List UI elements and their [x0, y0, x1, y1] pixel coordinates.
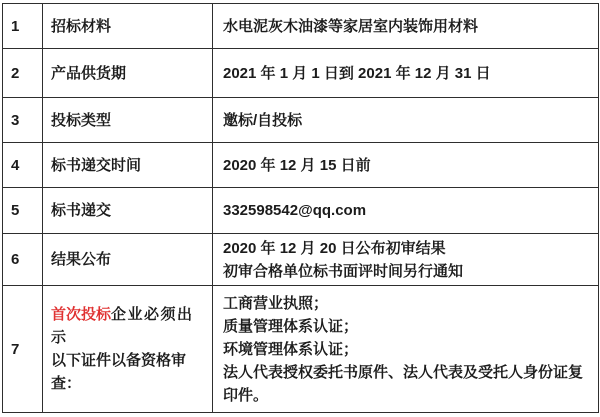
- bid-email-text: 332598542@qq.com: [223, 202, 367, 219]
- row-number: 7: [3, 286, 43, 413]
- row-value: [213, 188, 599, 234]
- row-value: [213, 143, 599, 188]
- row-value: [213, 234, 599, 286]
- row-number: 6: [3, 234, 43, 286]
- row-label: 产品供货期: [43, 49, 213, 98]
- value-line: 初审合格单位标书面评时间另行通知: [223, 262, 464, 280]
- table-row: [3, 143, 599, 188]
- row-value: [213, 286, 599, 413]
- row-label: 标书递交时间: [43, 143, 213, 188]
- table-row: [3, 4, 599, 49]
- row-value: [213, 49, 599, 98]
- value-line: 2020 年 12 月 15 日前: [223, 156, 371, 174]
- row-number: 5: [3, 188, 43, 234]
- table-row: [3, 188, 599, 234]
- row-number: 3: [3, 98, 43, 143]
- value-line: 水电泥灰木油漆等家居室内装饰用材料: [223, 17, 479, 35]
- row-label: 投标类型: [43, 98, 213, 143]
- table-row: [3, 234, 599, 286]
- row-label: 结果公布: [43, 234, 213, 286]
- value-line: 环境管理体系认证；: [223, 340, 359, 358]
- row-value: [213, 98, 599, 143]
- row-number: 4: [3, 143, 43, 188]
- row-number: 2: [3, 49, 43, 98]
- row-value: [213, 4, 599, 49]
- row-label: [43, 286, 213, 413]
- value-line: 2020 年 12 月 20 日公布初审结果: [223, 239, 446, 257]
- table-row: [3, 98, 599, 143]
- value-line: 工商营业执照；: [223, 294, 329, 312]
- label-line: 以下证件以备资格审查：: [51, 352, 187, 392]
- table-row: [3, 286, 599, 413]
- label-line: [51, 303, 208, 349]
- value-line: 邀标/自投标: [223, 111, 303, 129]
- value-line: 法人代表授权委托书原件、法人代表及受托人身份证复印件。: [223, 363, 584, 404]
- label-rest: 企业必须出示: [51, 306, 194, 346]
- value-line: 质量管理体系认证；: [223, 317, 359, 335]
- row-number: 1: [3, 4, 43, 49]
- row-label: 招标材料: [43, 4, 213, 49]
- table-row: [3, 49, 599, 98]
- first-time-bid-highlight: 首次投标: [51, 306, 112, 323]
- bid-info-table: [2, 3, 599, 413]
- row-label: 标书递交: [43, 188, 213, 234]
- value-line: 2021 年 1 月 1 日到 2021 年 12 月 31 日: [223, 64, 491, 82]
